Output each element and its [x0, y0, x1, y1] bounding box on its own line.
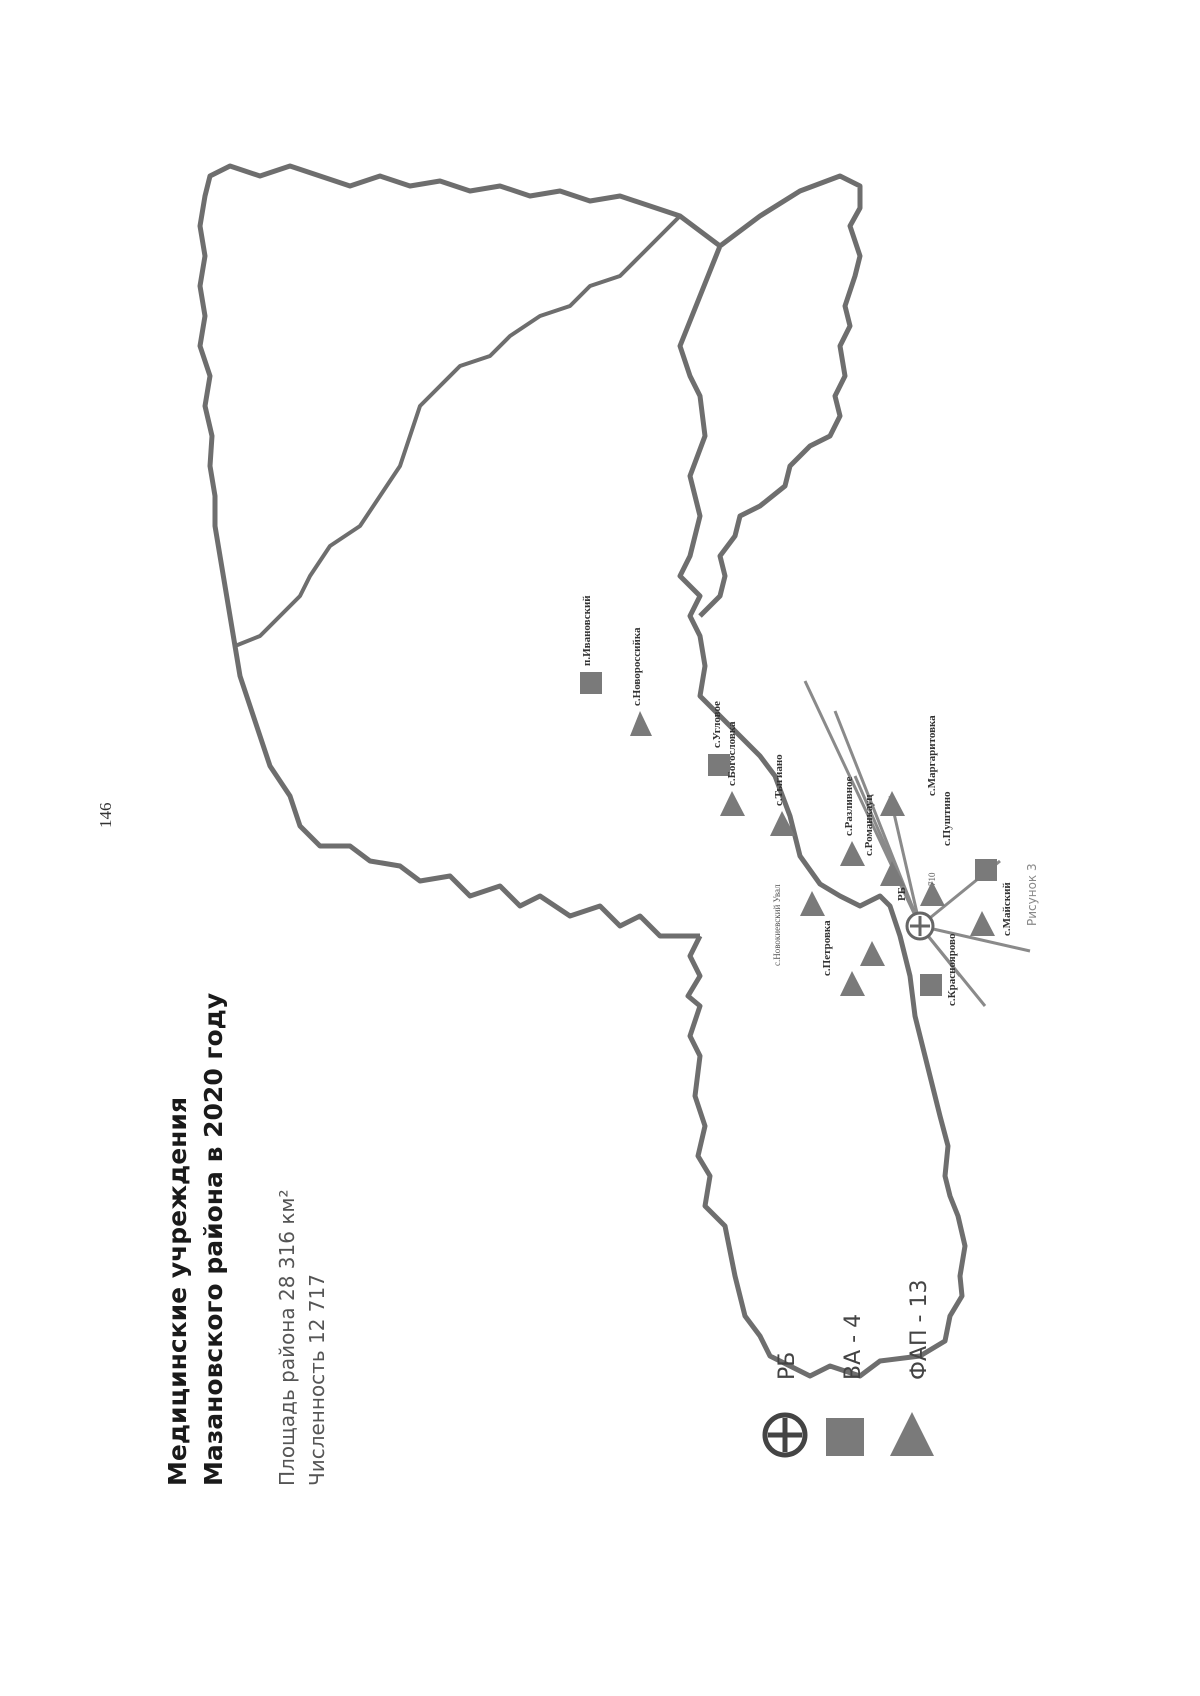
map-hub-label: с.Новокиевский Увал	[772, 884, 782, 966]
place-label: с.Романкауц	[863, 794, 875, 856]
district-boundary-west	[200, 166, 720, 936]
place-label: с.Тыгиано	[773, 754, 785, 806]
place-marker-square	[580, 672, 602, 694]
title-line-2: Мазановского района в 2020 году	[199, 992, 228, 1486]
place-label: с.Новороссийка	[631, 627, 643, 706]
place-marker-triangle	[840, 841, 865, 866]
place-label: с.Пуштино	[941, 791, 953, 846]
place-marker-square	[920, 974, 942, 996]
title-line-1: Медицинские учреждения	[163, 1096, 192, 1486]
legend-label-fap: ФАП - 13	[907, 1279, 932, 1380]
place-label: с.Краснояровo	[946, 933, 958, 1006]
road-network	[805, 681, 1030, 1006]
map-road-number: 710	[927, 872, 937, 886]
place-marker-triangle	[880, 791, 905, 816]
figure-caption: Рисунок 3	[1025, 863, 1039, 926]
place-label: с.Богословка	[726, 721, 738, 786]
place-marker-triangle	[720, 791, 745, 816]
hospital-marker	[907, 913, 933, 939]
place-marker-triangle	[880, 861, 905, 886]
place-marker-triangle	[800, 891, 825, 916]
place-label: с.Разливное	[843, 776, 855, 836]
place-marker-square	[975, 859, 997, 881]
place-marker-triangle	[970, 911, 995, 936]
district-area: Площадь района 28 316 км²	[275, 1189, 299, 1486]
legend-label-va: ВА - 4	[841, 1313, 866, 1380]
place-marker-triangle	[860, 941, 885, 966]
page-number: 146	[96, 802, 115, 828]
legend-label-rb: РБ	[775, 1351, 800, 1380]
map-rb-label: РБ	[896, 887, 908, 901]
place-label: с.Угловое	[711, 701, 723, 748]
district-boundary-north	[235, 216, 680, 646]
district-population: Численность 12 717	[305, 1274, 329, 1486]
place-marker-triangle	[630, 711, 652, 736]
place-label: с.Майский	[1001, 882, 1013, 936]
place-label: с.Петровка	[821, 920, 833, 976]
place-label: с.Маргаритовка	[926, 715, 938, 796]
place-marker-triangle	[840, 971, 865, 996]
place-label: п.Ивановский	[581, 595, 593, 666]
